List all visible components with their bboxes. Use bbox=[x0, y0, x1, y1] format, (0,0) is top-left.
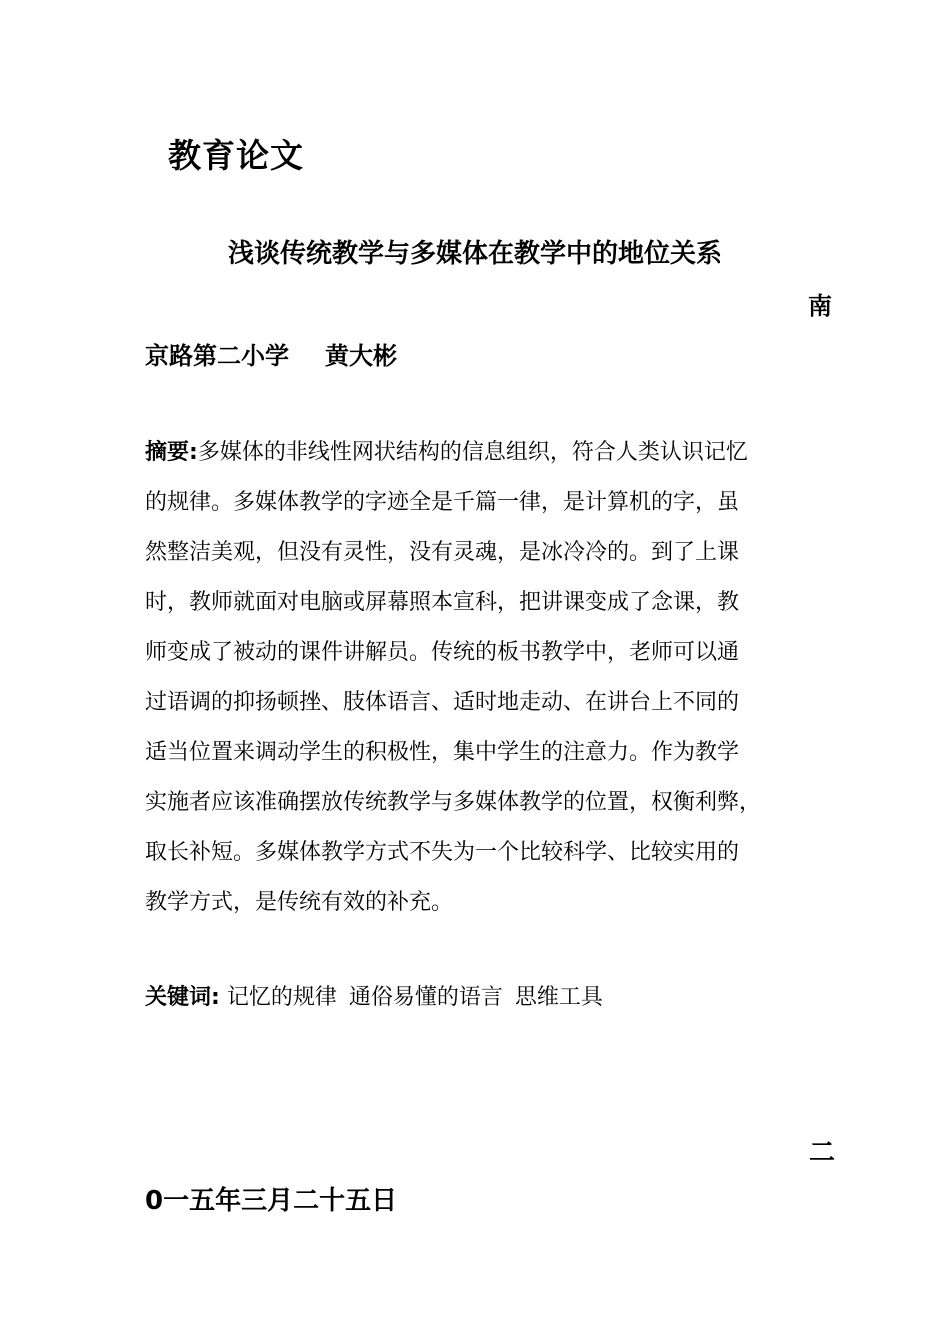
abstract-section bbox=[145, 428, 835, 928]
abstract-line: 实施者应该准确摆放传统教学与多媒体教学的位置，权衡利弊， bbox=[145, 790, 762, 815]
abstract-line: 的规律。多媒体教学的字迹全是千篇一律，是计算机的字，虽 bbox=[145, 490, 740, 515]
keyword-item: 记忆的规律 bbox=[226, 985, 337, 1010]
author-name: 黄大彬 bbox=[325, 342, 397, 370]
abstract-line: 师变成了被动的课件讲解员。传统的板书教学中，老师可以通 bbox=[145, 640, 740, 665]
date-text: 0一五年三月二十五日 bbox=[145, 1186, 398, 1216]
keywords-label: 关键词: bbox=[145, 985, 220, 1010]
abstract-line: 过语调的抑扬顿挫、肢体语言、适时地走动、在讲台上不同的 bbox=[145, 690, 740, 715]
date-first-char: 二 bbox=[808, 1138, 835, 1168]
abstract-line-text: 多媒体的非线性网状结构的信息组织，符合人类认识记忆 bbox=[197, 440, 748, 465]
author-line bbox=[145, 336, 397, 371]
author-school-first-char: 南 bbox=[808, 292, 832, 320]
abstract-label: 摘要: bbox=[145, 440, 198, 465]
article-title: 浅谈传统教学与多媒体在教学中的地位关系 bbox=[227, 239, 722, 269]
keyword-item: 通俗易懂的语言 bbox=[348, 985, 503, 1010]
document-heading: 教育论文 bbox=[168, 136, 304, 175]
abstract-line: 时，教师就面对电脑或屏幕照本宣科，把讲课变成了念课，教 bbox=[145, 590, 740, 615]
abstract-line: 适当位置来调动学生的积极性，集中学生的注意力。作为教学 bbox=[145, 740, 740, 765]
author-school: 京路第二小学 bbox=[145, 342, 289, 370]
abstract-line: 教学方式，是传统有效的补充。 bbox=[145, 890, 454, 915]
abstract-line: 然整洁美观，但没有灵性，没有灵魂，是冰冷冷的。到了上课 bbox=[145, 540, 740, 565]
abstract-line bbox=[145, 428, 835, 478]
keywords-line bbox=[145, 980, 615, 1011]
keyword-item: 思维工具 bbox=[514, 985, 603, 1010]
abstract-line: 取长补短。多媒体教学方式不失为一个比较科学、比较实用的 bbox=[145, 840, 740, 865]
